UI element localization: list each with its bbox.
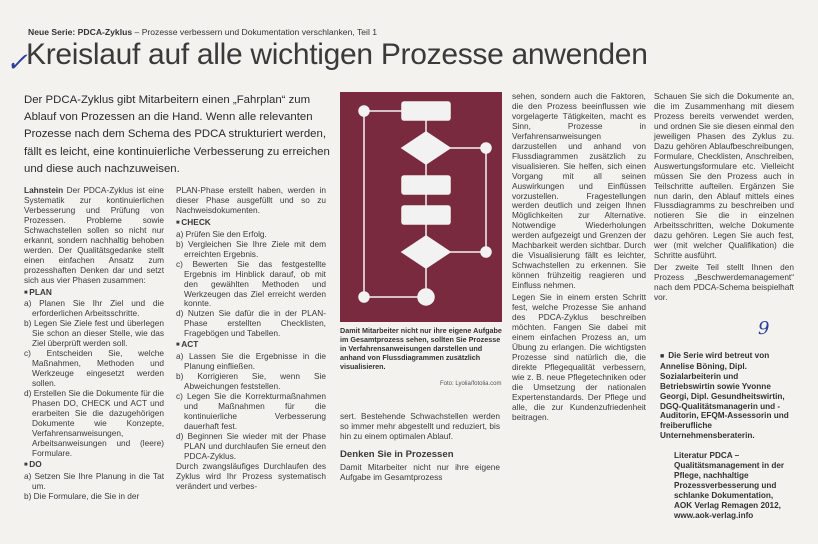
flowchart-graphic [340, 92, 502, 322]
do-continuation: PLAN-Phase erstellt haben, werden in dieser Phase ausgefüllt und so zu Nachweisdokumenten. [176, 185, 326, 215]
plan-item: c) Entscheiden Sie, welche Maßnahmen, Methoden und Werkzeuge eingesetzt werden sollen. [24, 348, 164, 389]
kicker-series: Neue Serie: PDCA-Zyklus [28, 27, 133, 37]
article-column-5 [654, 92, 794, 305]
kicker-title: Prozesse verbessern und Dokumentation verschlanken, Teil 1 [141, 27, 378, 37]
intro-paragraph [24, 186, 164, 286]
intro-text: Der PDCA-Zyklus ist eine Systematik zur kontinuierlichen Verbesserung und Prüfung von Prozessen. Probleme sowie Schwachstellen sollen so nicht nur erkannt, sondern nachhaltig behoben werden. Der Qualitätsgedanke stellt einen einfachen Ansatz zum prozesshaften Denken dar und setzt sich aus vier Phasen zusammen: [24, 185, 164, 285]
flowchart-figure [340, 92, 502, 322]
do-item: a) Setzen Sie Ihre Planung in die Tat um. [24, 470, 164, 491]
headline: Kreislauf auf alle wichtigen Prozesse anwenden [26, 38, 648, 71]
figure-caption: Damit Mitarbeiter nicht nur ihre eigene Aufgabe im Gesamtprozess sehen, sollten Sie Prozesse in Verfahrensanweisungen darstellen und anhand von Flussdiagrammen zusätzlich visualisieren. [340, 326, 502, 371]
handwritten-signature-icon: 9 [758, 318, 770, 339]
col3-text-2: Damit Mitarbeiter nicht nur ihre eigene Aufgabe im Gesamtprozess [340, 461, 500, 482]
phase-check-heading: ■ CHECK [176, 218, 326, 229]
photo-credit: Foto: Lyolia/fotolia.com [440, 381, 502, 387]
flow-box [402, 102, 450, 120]
author-info-box [660, 351, 792, 521]
col4-paragraph-1: sehen, sondern auch die Faktoren, die den Prozess beeinflussen wie vorgelagerte Tätigkeiten, macht es Sinn, Prozesse in Verfahrensanweisungen darzustellen und anhand von Flussdiagrammen zusätzlich zu visualisieren. Sie helfen, sich einen Vorgang mit all seinen Auswirkungen und Einflüssen vorzustellen. Fragestellungen werden deutlich und zeigen Ihnen Möglichkeiten zur Alternative. Notwendige Wiederholungen werden aufgezeigt und Grenzen der Machbarkeit werden sichtbar. Durch die Visualisierung fällt es leichter, Schwachstellen zu erkennen. Sie können frühzeitig reagieren und Einfluss nehmen. [512, 91, 646, 291]
act-item: d) Beginnen Sie wieder mit der Phase PLAN und durchlaufen Sie erneut den PDCA-Zyklus. [176, 430, 326, 461]
flow-box [402, 176, 450, 194]
square-bullet-icon: ■ [660, 353, 665, 360]
act-item: a) Lassen Sie die Ergebnisse in die Planung einfließen. [176, 351, 326, 372]
col3-text: sert. Bestehende Schwachstellen werden so immer mehr abgestellt und reduziert, bis hin zu einem optimalen Ablauf. [340, 411, 500, 441]
check-item: a) Prüfen Sie den Erfolg. [176, 228, 267, 239]
article-column-2 [176, 186, 326, 494]
phase-act-heading: ■ ACT [176, 340, 326, 351]
flow-box [402, 206, 450, 224]
check-item: b) Vergleichen Sie Ihre Ziele mit dem erreichten Ergebnis. [176, 238, 326, 259]
do-item: b) Die Formulare, die Sie in der [24, 490, 140, 501]
flow-node [359, 292, 369, 302]
col2-outro: Durch zwangsläufiges Durchlaufen des Zyklus wird Ihr Prozess systematisch verändert und verbes- [176, 460, 326, 491]
article-column-3 [340, 412, 500, 485]
col5-paragraph-1: Schauen Sie sich die Dokumente an, die im Zusammenhang mit diesem Prozess bereits verwendet werden, und ordnen Sie sie diesen einmal den jeweiligen Phasen des Zyklus zu. Dazu gehören Ablaufbeschreibungen, Formulare, Checklisten, Anschreiben, Auswertungsformulare etc. Vielleicht müssen Sie den Prozess auch in Teilschritte aufteilen. Ergänzen Sie nun darin, den Ablauf mittels eines Flussdiagramms zu beschreiben und notieren Sie die in einzelnen Arbeitsschritten, welche Dokumente dazu gehören. Legen Sie auch fest, wer (mit welcher Qualifikation) die Schritte ausführt. [654, 91, 794, 261]
lead-paragraph: Der PDCA-Zyklus gibt Mitarbeitern einen „Fahrplan“ zum Ablauf von Prozessen an die Hand. Wenn alle relevanten Prozesse nach dem Schema des PDCA strukturiert werden, fällt es leicht, eine kontinuierliche Verbesserung zu erreichen und diese auch nachzuweisen. [24, 94, 330, 175]
check-item: d) Nutzen Sie dafür die in der PLAN-Phase erstellten Checklisten, Fragebögen und Tabellen. [176, 308, 326, 339]
col4-paragraph-2: Legen Sie in einem ersten Schritt fest, welche Prozesse Sie anhand des PDCA-Zyklus beschreiben möchten. Fangen Sie dabei mit einem einfachen Prozess an, um Übung zu erlangen. Die wichtigsten Prozesse sind natürlich die, die direkte Pflegequalität verbessern, wie z. B. neue Pflegetechniken oder die Umsetzung der nationalen Expertenstandards. Der Pflege und alle, die zur Kundenzufriedenheit beitragen. [512, 292, 646, 422]
author-bio-text: Die Serie wird betreut von Annelise Böning, Dipl. Sozialarbeiterin und Betriebswirtin sowie Yvonne Georgi, Dipl. Gesundheitswirtin, DGQ-Qualitätsmanagerin und -Auditorin, EFQM-Assessorin und freiberufliche Unternehmensberaterin. [660, 351, 789, 441]
col5-paragraph-2: Der zweite Teil stellt Ihnen den Prozess „Beschwerdemanagement“ nach dem PDCA-Schema beispielhaft vor. [654, 262, 794, 303]
phase-do-heading: ■ DO [24, 460, 164, 471]
flow-node [481, 143, 491, 153]
article-column-1 [24, 186, 164, 502]
flow-decision [402, 132, 450, 164]
plan-item: b) Legen Sie Ziele fest und überlegen Sie schon an dieser Stelle, wie das Ziel überprüft werden soll. [24, 318, 164, 349]
check-item: c) Bewerten Sie das festgestellte Ergebnis im Hinblick darauf, ob mit den gewählten Methoden und Werkzeugen das Ziel erreicht werden konnte. [176, 258, 326, 309]
flow-node [481, 247, 491, 257]
dateline: Lahnstein [24, 185, 64, 195]
series-kicker: Neue Serie: PDCA-Zyklus – Prozesse verbessern und Dokumentation verschlanken, Teil 1 [28, 27, 378, 37]
flow-decision [402, 236, 450, 268]
author-bio [660, 351, 792, 441]
act-item: b) Korrigieren Sie, wenn Sie Abweichungen feststellen. [176, 371, 326, 392]
flow-node [359, 106, 369, 116]
flow-end-node [418, 289, 434, 305]
article-column-4 [512, 92, 646, 424]
plan-item: a) Planen Sie Ihr Ziel und die erforderlichen Arbeitsschritte. [24, 298, 164, 319]
act-item: c) Legen Sie die Korrekturmaßnahmen und Maßnahmen für die kontinuierliche Verbesserung dauerhaft fest. [176, 391, 326, 431]
handwritten-mark-icon: ✓ [6, 48, 28, 78]
phase-plan-heading: ■ PLAN [24, 288, 164, 299]
literature-reference: Literatur PDCA – Qualitätsmanagement in der Pflege, nachhaltige Prozessverbesserung und schlanke Dokumentation, AOK Verlag Remagen 2012, www.aok-verlag.info [674, 451, 785, 520]
plan-item: d) Erstellen Sie die Dokumente für die Phasen DO, CHECK und ACT und erarbeiten Sie die dazugehörigen Dokumente wie Konzepte, Verfahrensanweisungen, Arbeitsanweisungen und (leere) Formulare. [24, 388, 164, 458]
section-subheading: Denken Sie in Prozessen [340, 448, 454, 460]
